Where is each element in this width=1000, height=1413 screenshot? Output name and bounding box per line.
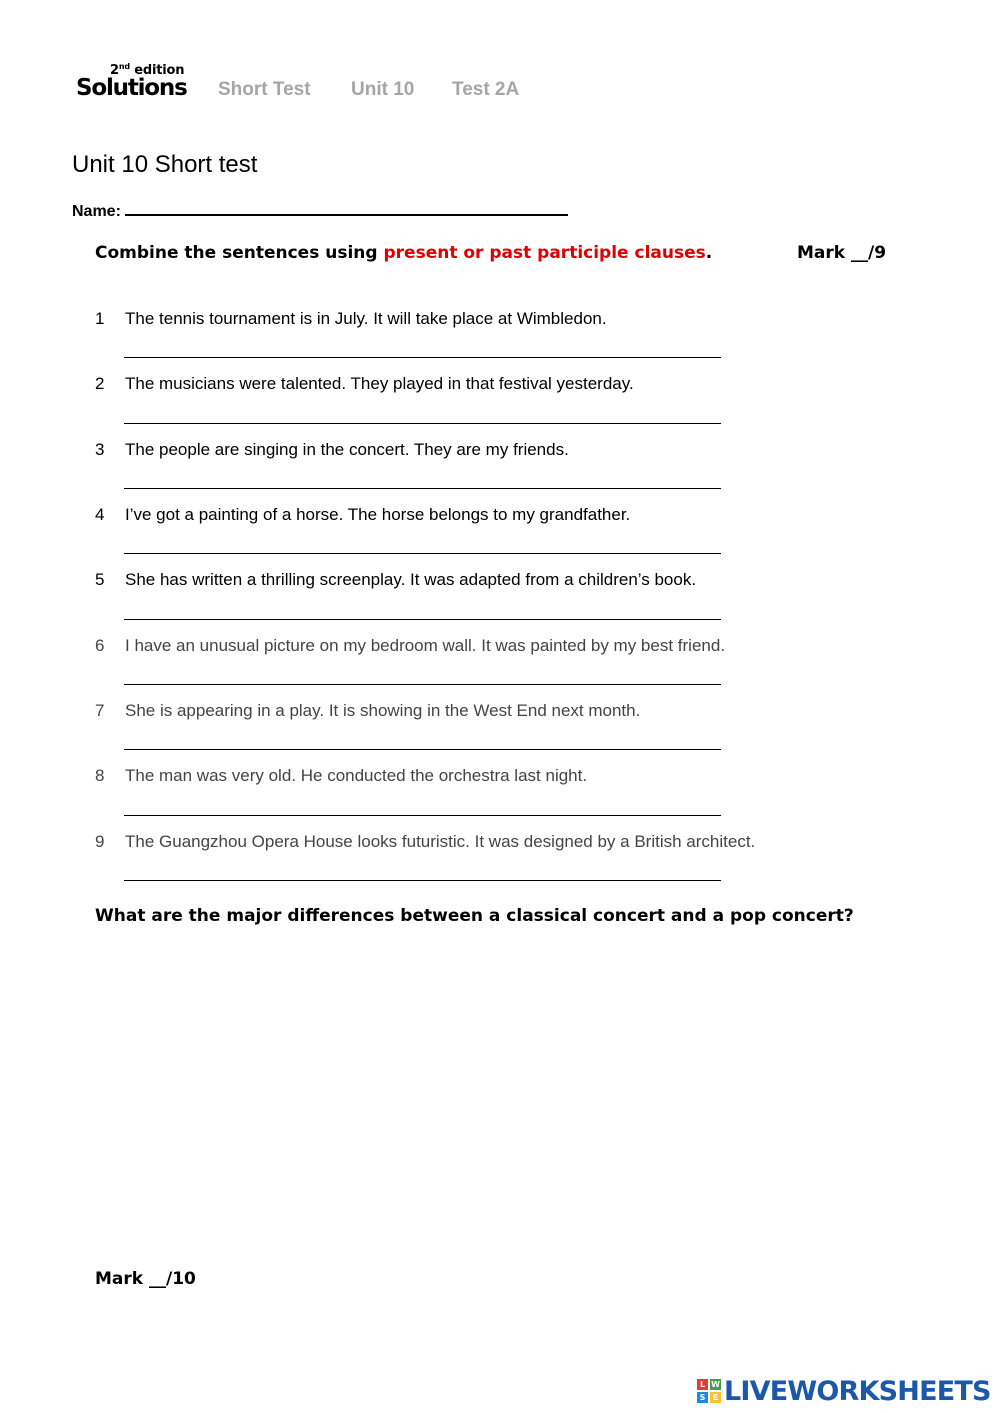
question-text: The people are singing in the concert. They are my friends. bbox=[125, 440, 569, 459]
answer-line[interactable] bbox=[124, 423, 721, 424]
section1-instruction bbox=[95, 243, 712, 263]
answer-line[interactable] bbox=[124, 488, 721, 489]
question-number: 9 bbox=[95, 832, 105, 851]
header-label-unit: Unit 10 bbox=[351, 79, 415, 100]
question-number: 2 bbox=[95, 374, 105, 393]
instruction-suffix: . bbox=[705, 243, 713, 263]
answer-line[interactable] bbox=[124, 684, 721, 685]
answer-line[interactable] bbox=[124, 357, 721, 358]
question-number: 5 bbox=[95, 570, 105, 589]
answer-line[interactable] bbox=[124, 749, 721, 750]
answer-line[interactable] bbox=[124, 815, 721, 816]
page-title: Unit 10 Short test bbox=[72, 151, 258, 178]
brand-block: S bbox=[697, 1392, 708, 1403]
question-text: She is appearing in a play. It is showing in the West End next month. bbox=[125, 701, 641, 720]
brand-block: W bbox=[711, 1379, 720, 1389]
question-number: 7 bbox=[95, 701, 105, 720]
liveworksheets-logo bbox=[697, 1376, 991, 1410]
question-text: The Guangzhou Opera House looks futuristic. It was designed by a British architect. bbox=[125, 832, 756, 851]
name-field[interactable] bbox=[125, 200, 568, 216]
question-text: The man was very old. He conducted the orchestra last night. bbox=[125, 766, 588, 785]
logo-edition: 2nd edition bbox=[110, 62, 185, 78]
question-number: 3 bbox=[95, 440, 105, 459]
question-number: 1 bbox=[95, 309, 105, 328]
name-row bbox=[72, 200, 568, 221]
brand-block: E bbox=[710, 1392, 721, 1403]
question-number: 4 bbox=[95, 505, 105, 524]
section1-mark: Mark __/9 bbox=[797, 243, 887, 263]
header-label-test: Test 2A bbox=[452, 79, 520, 100]
brand-blocks-icon bbox=[697, 1379, 723, 1405]
section2-mark: Mark __/10 bbox=[95, 1269, 196, 1289]
brand-text: LIVEWORKSHEETS bbox=[724, 1376, 991, 1407]
question-text: The musicians were talented. They played in that festival yesterday. bbox=[125, 374, 634, 393]
brand-block: L bbox=[697, 1379, 708, 1390]
question-text: I have an unusual picture on my bedroom wall. It was painted by my best friend. bbox=[125, 636, 726, 655]
name-label: Name: bbox=[72, 203, 121, 220]
solutions-logo bbox=[76, 62, 186, 102]
question-text: She has written a thrilling screenplay. It was adapted from a children’s book. bbox=[125, 570, 697, 589]
header-label-short-test: Short Test bbox=[218, 79, 311, 100]
question-text: I’ve got a painting of a horse. The horse belongs to my grandfather. bbox=[125, 505, 631, 524]
question-number: 8 bbox=[95, 766, 105, 785]
instruction-prefix: Combine the sentences using bbox=[95, 243, 384, 263]
answer-line[interactable] bbox=[124, 619, 721, 620]
instruction-highlight: present or past participle clauses bbox=[383, 243, 706, 263]
question-text: The tennis tournament is in July. It will take place at Wimbledon. bbox=[125, 309, 607, 328]
question-number: 6 bbox=[95, 636, 105, 655]
answer-line[interactable] bbox=[124, 553, 721, 554]
answer-line[interactable] bbox=[124, 880, 721, 881]
logo-wordmark: Solutions bbox=[76, 75, 187, 101]
section2-question: What are the major differences between a classical concert and a pop concert? bbox=[95, 906, 854, 926]
